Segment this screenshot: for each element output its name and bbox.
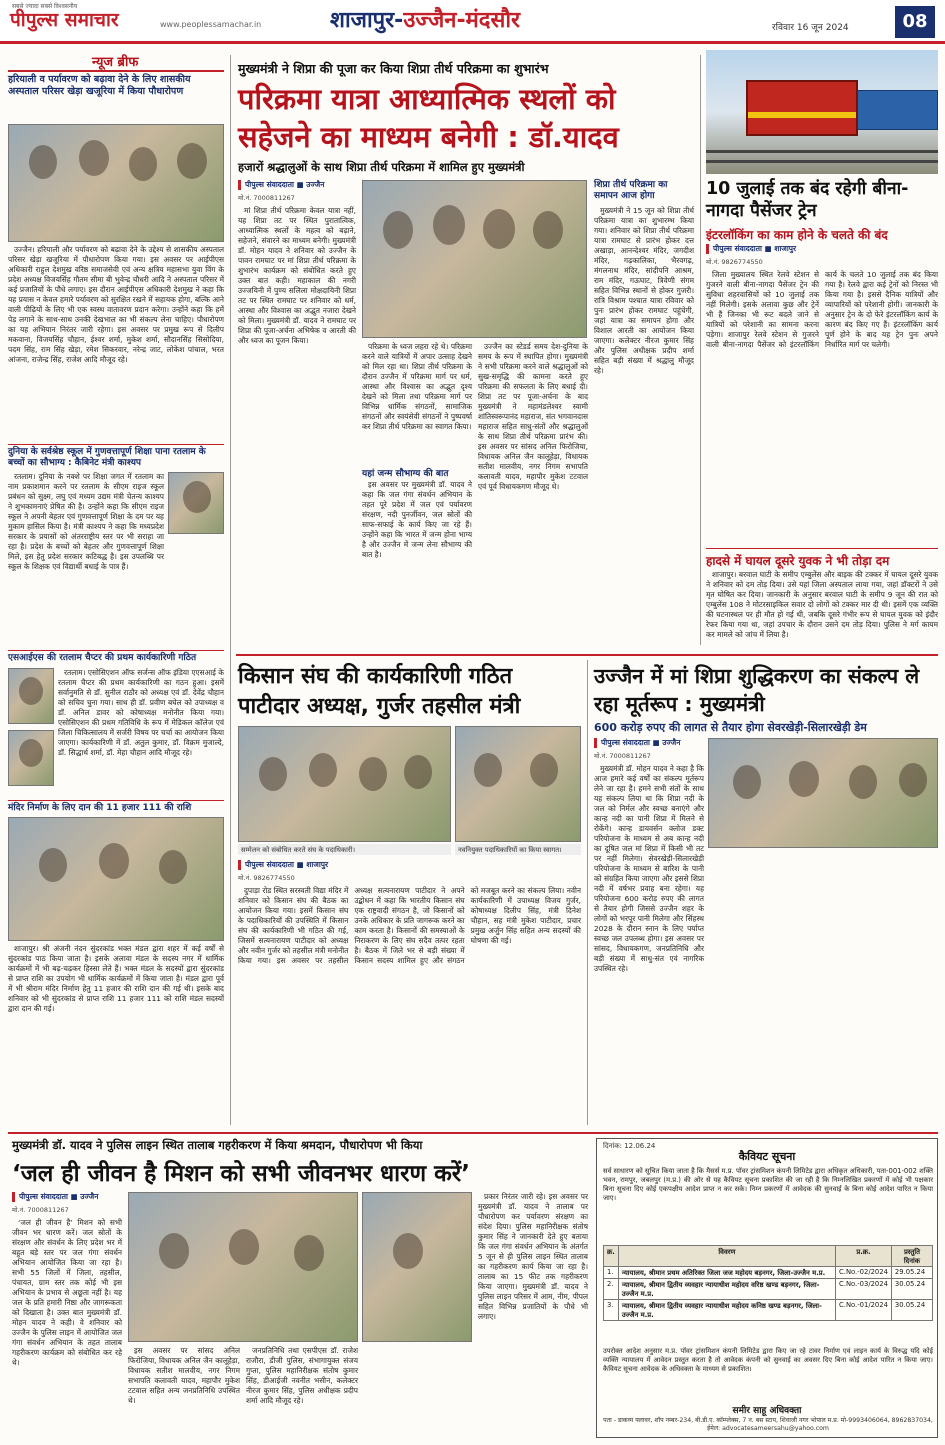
brief-2-text: रतलाम। दुनिया के नक्शे पर शिक्षा जगत में रतलाम का नाम प्रकाशमान करने पर रतलाम के सीएम राइज स्कूल प्रबंधन को सुक्ष्म, लघु एवं मध्यम उद्यम मंत्री चेतन्य काश्यप ने शुभकामनाएं प्रेषित की है। उन्होंने कहा कि सीएम राइज स्कूल ने अपनी बेहतर एवं गुणवत्तापूर्ण शिक्षा के दम पर यह मुकाम हासिल किया है। मंत्री काश्यप ने कहा कि मध्यप्रदेश सरकार के प्रयासों को अंतरराष्ट्रीय स्तर पर भी सराहा जा रहा है। प्रदेश के बच्चों को बेहतर और गुणवत्तापूर्ण शिक्षा मिले, इस हेतु प्रदेश सरकार कटिबद्ध है। इस उपलब्धि पर स्कूल के शिक्षक एवं विद्यार्थी बधाई के पात्र हैं। [8,472,164,571]
table-cell: 30.05.24 [891,1279,932,1300]
shipra-byline: पीपुल्स संवाददाता ■ उज्जैन [594,738,704,748]
notice-footer-text: उपरोक्त आदेश अनुसार म.प्र. पॉवर ट्रांसमिशन कंपनी लिमिटेड द्वारा किए जा रहे टावर निर्माण एवं लाइन कार्य के विरुद्ध यदि कोई व्यक्ति न्यायालय में आवेदन प्रस्तुत करता है तो आवेदक कंपनी को सुनवाई का अवसर दिए बिना कोई आदेश पारित न किया जाए। कैवियट सूचना आवेदक के अधिवक्ता के माध्यम से प्रकाशित। [603,1347,933,1373]
column-divider [587,660,588,1125]
brief-3-body [58,668,224,798]
table-cell: C.No.-01/2024 [836,1300,892,1321]
jal-col-2 [128,1346,240,1438]
table-row [604,1279,933,1300]
column-divider [230,55,231,1125]
brief-4-body [8,944,224,1034]
jal-kicker: मुख्यमंत्री डॉ. यादव ने पुलिस लाइन स्थित तालाब गहरीकरण में किया श्रमदान, पौधारोपण भी किया [12,1138,423,1152]
lead-col-2-subhead: यहां जन्म सौभाग्य की बात [362,469,449,479]
news-brief-label: न्यूज ब्रीफ [92,55,139,70]
table-cell: 29.05.24 [891,1267,932,1279]
brief-rule [8,800,224,801]
notice-intro: सर्व साधारण को सूचित किया जाता है कि मैसर्स म.प्र. पॉवर ट्रांसमिशन कंपनी लिमिटेड द्वारा अधिकृत अधिकारी, पता-001-002 शक्ति भवन, रामपुर, जबलपुर (म.प्र.) की ओर से यह कैवियट सूचना प्रकाशित की जा रही है कि निम्नलिखित प्रकरणों में कोई भी पक्षकार बिना सूचना दिए कोई एकपक्षीय आदेश प्राप्त न कर सके। निम्न प्रकरणों में आवेदक की सुनवाई के बिना कोई आदेश पारित न किया जाए। [603,1167,933,1202]
brief-rule [8,650,224,651]
notice-address: पता - डाकव्य फ्लावर, शॉप नम्बर-234, बी.डी.ए. कॉम्प्लेक्स, 7 न. बस स्टाप, शिवाजी नगर भोपाल म.प्र. मो-9993406064, 8962837034, ईमेल: advocatesameersahu@yahoo.com [603,1417,933,1432]
shipra-headline: उज्जैन में मां शिप्रा शुद्धिकरण का संकल्प ले रहा मूर्तरूप : मुख्यमंत्री [594,664,920,716]
accident-headline: हादसे में घायल दूसरे युवक ने भी तोड़ा दम [706,554,890,568]
kisan-photo-1-caption: सम्मेलन को संबोधित करते संघ के पदाधिकारी। [238,844,451,855]
accident-text: शाजापुर। बरवाल घाटी के समीप एम्बुलेंस और बाइक की टक्कर में घायल दूसरे युवक ने शनिवार को दम तोड़ दिया। उसे यहां जिला अस्पताल लाया गया, जहां डॉक्टरों ने उसे मृत घोषित कर दिया। जानकारी के अनुसार बरवाल घाटी के समीप 9 जून की रात को एम्बुलेंस 108 ने मोटरसाइकिल सवार दो लोगों को टक्कर मार दी थी। इसमें एक व्यक्ति की घटनास्थल पर ही मौत हो गई थी, जबकि दूसरे गंभीर रूप से घायल युवक को इंदौर रेफर किया गया था, जहां उपचार के दौरान उसने दम तोड़ दिया। पुलिस ने मर्ग कायम कर मामले को जांच में लिया है। [706,570,938,639]
brief-4-photo [8,817,224,941]
kisan-byline: पीपुल्स संवाददाता ■ शाजापुर [238,860,348,870]
jal-mobile: मो.नं. 7000811267 [12,1206,69,1214]
column-divider [700,55,701,645]
jal-col-1 [12,1218,122,1438]
notice-table [603,1245,933,1321]
notice-advocate: समीर साहू अधिवक्ता [732,1406,802,1416]
shipra-body-a [594,764,704,1126]
section-rule [706,548,938,549]
shipra-photo [708,738,938,848]
jal-col-4 [478,1192,588,1438]
brief-rule [8,444,224,445]
lead-col-3 [478,342,588,646]
jal-col-3 [246,1346,358,1438]
table-cell: न्यायालय, श्रीमान द्वितीय व्यवहार न्यायाधीश महोदय वरिष्ठ खण्ड बड़नगर, जिला-उज्जैन म.प्र. [618,1279,835,1300]
brief-1-text: उज्जैन। हरियाली और पर्यावरण को बढ़ावा देने के उद्देश्य से शासकीय अस्पताल परिसर खेड़ा खजूरिया में पौधारोपण किया गया। इस अवसर पर आईपीएस अधिकारी राहुल देशमुख वरिष्ठ समाजसेवी एवं अन्य क्षत्रिय महासभा युवा विंग के प्रदेश अध्यक्ष विजयसिंह गौतम सीमा बी भुवेन्द्र चौधरी आदि ने अस्पताल परिसर में कई प्रजातियों के पौधे लगाए। इस दौरान आईपीएस अधिकारी देशमुख ने कहा कि यह प्रयास न केवल हमारे पर्यावरण को सुरक्षित रखने में सहायक होगा, बल्कि आने वाली पीढ़ियों के लिए भी एक स्वस्थ वातावरण प्रदान करेगा। उन्होंने कहा कि हमें पेड़ लगाने के साथ-साथ उनकी देखभाल का भी संकल्प लेना चाहिए। पौधारोपण का यह अभियान निरंतर जारी रहेगा। इस अवसर पर प्रमुख रूप से दिलीप मकवाना, विजयसिंह चौहान, ईश्वर शर्मा, मुकेश शर्मा, सौदानसिंह सिसोदिया, पदम सिंह, राम सिंह खेड़ा, रमेश सिकरवार, नरेन्द्र जाट, लोकेश पांचाल, भरत आंजना, राजेन्द्र सिंह, राजेश आदि मौजूद रहे। [8,245,224,364]
kisan-photo-2 [455,726,581,842]
lead-byline: पीपुल्स संवाददाता ■ उज्जैन [238,180,356,190]
page-number: 08 [895,6,935,38]
lead-col-1-text: मां शिप्रा तीर्थ परिक्रमा केवल यात्रा नहीं, यह शिप्रा तट पर स्थित पुरातात्विक, आध्यात्मिक स्थलों के महत्व को बढ़ाने, सहेजने, संवारने का माध्यम बनेगी। मुख्यमंत्री डॉ. मोहन यादव ने शनिवार को उज्जैन के पावन रामघाट पर मां शिप्रा तीर्थ परिक्रमा के शुभारंभ कार्यक्रम को संबोधित करते हुए उक्त बात कही। महाकाल की नगरी उज्जयिनी में पुण्य सलिला मोक्षदायिनी शिप्रा तट पर स्थित रामघाट पर शनिवार को धर्म, आस्था और विश्वास का अद्भुत नजारा देखने को मिला। मुख्यमंत्री डॉ. यादव ने रामघाट पर शिप्रा की पूजा-अर्चना अभिषेक व आरती की और ध्वज का पूजन किया। [238,206,356,345]
brand-logo: पीपुल्स समाचार [10,9,119,31]
shipra-mobile: मो.नं. 7000811267 [594,752,651,760]
lead-col-2b [362,480,472,646]
table-cell: 2. [604,1279,619,1300]
train-text: जिला मुख्यालय स्थित रेलवे स्टेशन से गुजरने वाली बीना-नागदा पैसेंजर ट्रेन की सुविधा शहरवासियों को 10 जुलाई तक नहीं मिलेगी। इसके अलावा कुछ और ट्रेनें भी हैं जिनका भी रूट बदले जाने से यात्रियों को परेशानी का सामना करना पड़ेगा। शाजापुर रेलवे स्टेशन से गुजरने वाली बीना-नागदा पैसेंजर को इंटरलॉकिंग कार्य के चलते 10 जुलाई तक बंद किया गया है। रेलवे द्वारा कई ट्रेनों को निरस्त भी किया गया है। इससे दैनिक यात्रियों और व्यापारियों को परेशानी होगी। जानकारी के अनुसार ट्रेन के दो फेरे इंटरलॉकिंग कार्य के कारण बंद किए गए हैं। इंटरलॉकिंग कार्य पूर्ण होने के बाद यह ट्रेन पुनः अपने निर्धारित मार्ग पर चलेगी। [706,270,938,349]
jal-col-4-text: प्रकार निरंतर जारी रहे। इस अवसर पर मुख्यमंत्री डॉ. यादव ने तालाब पर पौधारोपण कर पर्यावरण संरक्षण का संदेश दिया। पुलिस महानिरीक्षक संतोष कुमार सिंह ने जानकारी देते हुए बताया कि जल गंगा संवर्धन अभियान के अंतर्गत 5 जून से ही पुलिस लाइन स्थित तालाब का गहरीकरण कार्य किया जा रहा है। तालाब का 15 फीट तक गहरीकरण किया जाएगा। मुख्यमंत्री डॉ. यादव ने पुलिस लाइन परिसर में आम, नीम, पीपल सहित विभिन्न प्रजातियों के पौधे भी लगाए। [478,1192,588,1321]
jal-photo-2 [362,1192,472,1342]
brief-1-photo [8,124,224,242]
notice-col-sr: क्र. [604,1246,619,1267]
doctor-photo-2 [8,730,54,786]
train-byline: पीपुल्स संवाददाता ■ शाजापुर [706,244,816,254]
train-headline: 10 जुलाई तक बंद रहेगी बीना-नागदा पैसेंजर ट्रेन [706,179,909,221]
caveat-notice [596,1138,938,1438]
kisan-body [238,886,581,1126]
kisan-headline: किसान संघ की कार्यकारिणी गठित पाटीदार अध्यक्ष, गुर्जर तहसील मंत्री [238,664,521,719]
kisan-photo-1 [238,726,451,842]
train-mobile: मो.नं. 9826774550 [706,258,763,266]
train-body [706,270,938,544]
shipra-subhead: 600 करोड़ रुपए की लागत से तैयार होगा सेवरखेड़ी-सिलारखेड़ी डेम [594,721,867,734]
notice-col-detail: विवरण [618,1246,835,1267]
kisan-text: दुपाड़ा रोड स्थित सरस्वती विद्या मंदिर में शनिवार को किसान संघ की बैठक का आयोजन किया गया। इसमें किसान संघ के पदाधिकारियों की उपस्थिति में किसान संघ की कार्यकारिणी भी गठित की गई, जिसमें सत्यनारायण पाटीदार को अध्यक्ष और नवीन गुर्जर को तहसील मंत्री मनोनीत किया गया। इस अवसर पर तहसील अध्यक्ष सत्यनारायण पाटीदार ने अपने उद्बोधन में कहा कि भारतीय किसान संघ एक राष्ट्रवादी संगठन है, जो किसानों को उनके अधिकार के प्रति जागरूक करने का काम करता है। किसानों की समस्याओं के निराकरण के लिए संघ सदैव तत्पर रहता है। बैठक में जिले भर से बड़ी संख्या में किसान सदस्य शामिल हुए और संगठन को मजबूत करने का संकल्प लिया। नवीन कार्यकारिणी में उपाध्यक्ष विजय गुर्जर, कोषाध्यक्ष दिलीप सिंह, मंत्री दिनेश चौहान, सह मंत्री मुकेश पाटीदार, प्रचार प्रमुख अर्जुन सिंह सहित अन्य सदस्यों की घोषणा की गई। [238,886,581,965]
jal-headline: ‘जल ही जीवन है मिशन को सभी जीवनभर धारण करें’ [12,1161,470,1187]
table-cell: न्यायालय, श्रीमान द्वितीय व्यवहार न्यायाधीश महोदय कनिष्ठ खण्ड बड़नगर, जिला-उज्जैन म.प्र. [618,1300,835,1321]
notice-col-case: प्र.क्र. [836,1246,892,1267]
page-region-title [330,4,520,34]
lead-kicker: मुख्यमंत्री ने शिप्रा की पूजा कर किया शिप्रा तीर्थ परिक्रमा का शुभारंभ [238,61,549,76]
notice-date: दिनांक: 12.06.24 [603,1142,656,1150]
brand-tagline: सबसे ज्यादा सबसे विश्वसनीय [12,3,78,10]
lead-col-1 [238,206,356,646]
table-cell: C.No.-02/2024 [836,1267,892,1279]
kisan-mobile: मो.नं. 9826774550 [238,874,295,882]
lead-photo [362,180,587,338]
table-cell: 30.05.24 [891,1300,932,1321]
brief-2-body-a [8,472,164,571]
site-url: www.peoplessamachar.in [160,20,262,29]
jal-photo-1 [128,1192,358,1342]
accident-body [706,570,938,646]
table-cell: 1. [604,1267,619,1279]
jal-col-3-text: जनप्रतिनिधि तथा एसपीएस डॉ. राजेश राजौरा, डीजी पुलिस, संभागायुक्त संजय गुप्ता, पुलिस महानिरीक्षक संतोष कुमार सिंह, डीआईजी नवनीत भसीन, कलेक्टर नीरज कुमार सिंह, पुलिस अधीक्षक प्रदीप शर्मा आदि मौजूद रहे। [246,1346,358,1405]
table-cell: न्यायालय, श्रीमान प्रथम अतिरिक्त जिला जज महोदय बड़नगर, जिला-उज्जैन म.प्र. [618,1267,835,1279]
lead-mobile: मो.नं. 7000811267 [238,194,295,202]
brief-3-headline: एसआईएस की रतलाम चैप्टर की प्रथम कार्यकारिणी गठित [8,653,197,663]
table-cell: 3. [604,1300,619,1321]
lead-col-2-text: परिक्रमा के ध्वज लहरा रहे थे। परिक्रमा करने वाले यात्रियों में अपार उत्साह देखने को मिल रहा था। शिप्रा तीर्थ परिक्रमा के दौरान उज्जैन में परिक्रमा मार्ग पर धर्म, आस्था और विश्वास का अद्भुत दृश्य देखने को मिला तथा परिक्रमा मार्ग पर विभिन्न धार्मिक संगठनों, सामाजिक संगठनों और स्वयंसेवी संगठनों ने पुष्पवर्षा कर शिप्रा तीर्थ परिक्रमा का स्वागत किया। [362,342,472,431]
lead-side-headline: शिप्रा तीर्थ परिक्रमा का समापन आज होगा [594,180,668,201]
lead-subhead: हजारों श्रद्धालुओं के साथ शिप्रा तीर्थ परिक्रमा में शामिल हुए मुख्यमंत्री [238,160,525,174]
brief-3-text: रतलाम। एसोसिएशन ऑफ सर्जन्स ऑफ इंडिया एएसआई के रतलाम चैप्टर की प्रथम कार्यकारिणी का गठन हुआ। इसमें सर्वानुमति से डॉ. सुनील राठौर को अध्यक्ष एवं डॉ. देवेंद्र चौहान को सचिव चुना गया। साथ ही डॉ. प्रवीण बघेल को उपाध्यक्ष व डॉ. अनिल डावर को कोषाध्यक्ष मनोनीत किया गया। एसोसिएशन की प्रथम गतिविधि के रूप में मेडिकल कॉलेज एवं जिला चिकित्सालय में सर्जरी विषय पर चर्चा का आयोजन किया जाएगा। कार्यकारिणी में डॉ. अतुल कुमार, डॉ. विक्रम मुजाल्दे, डॉ. सिद्धार्थ शर्मा, डॉ. मेहा चौहान आदि मौजूद रहे। [58,668,224,757]
section-rule [236,654,938,656]
lead-col-3-text: उज्जैन का स्टेडर्ड समय देश-दुनिया के समय के रूप में स्थापित होगा। मुख्यमंत्री ने सभी परिक्रमा करने वाले श्रद्धालुओं को सुख-समृद्धि की कामना करते हुए परिक्रमा की सफलता के लिए बधाई दी। शिप्रा तट पर पूजा-अर्चना के बाद मुख्यमंत्री ने महामंडलेश्वर स्वामी शांतिस्वरूपानंद महाराज, संत भगवानदास महाराज सहित साधु-संतों और श्रद्धालुओं के साथ शिप्रा तीर्थ परिक्रमा प्रारंभ की। इस अवसर पर सांसद अनिल फिरोजिया, विधायक अनिल जैन कालूहेड़ा, विधायक सतीश मालवीय, नगर निगम सभापति कलावती यादव, महापौर मुकेश टटवाल एवं पूर्व विधायकगण मौजूद थे। [478,342,588,491]
notice-title: कैवियट सूचना [738,1150,796,1163]
jal-col-1-text: ‘जल ही जीवन है’ मिशन को सभी जीवन भर धारण करें। जल स्रोतों के संरक्षण और संवर्धन के लिए प्रदेश भर में बहुत बड़े स्तर पर जल गंगा संवर्धन अभियान आयोजित किया जा रहा है। सभी 55 जिलों में जिला, तहसील, पंचायत, ग्राम स्तर तक कोई भी इस अभियान के प्रभाव से अछूता नहीं है। यह जल के प्रति हमारी निष्ठा और जागरूकता को दिखाता है। उक्त बात मुख्यमंत्री डॉ. मोहन यादव ने कही। वे शनिवार को उज्जैन के पुलिस लाइन में आयोजित जल गंगा संवर्धन अभियान के तहत तालाब गहरीकरण कार्यक्रम को संबोधित कर रहे थे। [12,1218,122,1367]
brief-1-headline: हरियाली व पर्यावरण को बढ़ावा देने के लिए शासकीय अस्पताल परिसर खेड़ा खजूरिया में किया पौधारोपण [8,74,191,97]
brief-rule [8,70,224,72]
brief-4-headline: मंदिर निर्माण के लिए दान की 11 हजार 111 की राशि [8,803,192,813]
lead-side-body [594,206,694,646]
lead-side-text: मुख्यमंत्री ने 15 जून को शिप्रा तीर्थ परिक्रमा यात्रा का शुभारम्भ किया गया। शनिवार को शिप्रा तीर्थ परिक्रमा यात्रा रामघाट से प्रारंभ होकर दत्त अखाड़ा, आनन्देश्वर मंदिर, जगदीश मंदिर, गढ़कालिका, भैरवगढ़, मंगलनाथ मंदिर, सांदीपनि आश्रम, राम मंदिर, गऊघाट, त्रिवेणी संगम सहित विभिन्न स्थानों से होकर गुजरी। रात्रि विश्राम पश्चात यात्रा रविवार को पुनः प्रारंभ होकर रामघाट पहुंचेगी, जहां यात्रा का समापन होगा और विशाल आरती का आयोजन किया जाएगा। कलेक्टर नीरज कुमार सिंह और पुलिस अधीक्षक प्रदीप शर्मा सहित बड़ी संख्या में श्रद्धालु मौजूद रहे। [594,206,694,375]
brief-4-text: शाजापुर। श्री अंजनी नंदन सुंदरकांड भक्त मंडल द्वारा शहर में कई वर्षों से सुंदरकांड पाठ किया जाता है। इसके अलावा मंडल के सदस्य नगर में धार्मिक कार्यक्रमों में भी बढ़-चढ़कर हिस्सा लेते हैं। भक्त मंडल के सदस्यों द्वारा सुंदरकांड से प्राप्त राशि का उपयोग भी धार्मिक कार्यक्रमों में किया जाता है। मंडल द्वारा पूर्व में भी श्रीराम मंदिर निर्माण हेतु 11 हजार की राशि दान की गई थी। इसके बाद शनिवार को भी सुंदरकांड से प्राप्त राशि 11 हजार 111 को राशि मंडल सदस्यों द्वारा दान की गई। [8,944,224,1013]
train-subhead: इंटरलॉकिंग का काम होने के चलते की बंद [706,228,888,242]
notice-table-wrap [603,1245,933,1321]
brief-1-body [8,245,224,441]
region-rest: उज्जैन-मंदसौर [403,8,521,33]
notice-col-date: प्रस्तुति दिनांक [891,1246,932,1267]
shipra-text: मुख्यमंत्री डॉ. मोहन यादव ने कहा है कि आज हमारे कई वर्षों का संकल्प मूर्तरूप लेने जा रहा है। हमने सभी संतों के साथ यह संकल्प लिया था कि शिप्रा नदी के जल को निर्मल और स्वच्छ बनाएंगे और कान्ह नदी का पानी शिप्रा में मिलने से रोकेंगे। कान्ह डायवर्सन क्लोज डक्ट परियोजना के माध्यम से अब कान्ह नदी का दूषित जल मां शिप्रा में किसी भी तट पर नहीं मिलेगा। सेवरखेड़ी-सिलारखेड़ी परियोजना के माध्यम से बारिश के पानी को संग्रहित किया जाएगा और इससे शिप्रा नदी में वर्षभर प्रवाह बना रहेगा। यह परियोजना 600 करोड़ रुपए की लागत से तैयार होगी जिससे उज्जैन शहर के लोगों को भरपूर पानी मिलेगा और सिंहस्थ 2028 के दौरान स्नान के लिए पर्याप्त स्वच्छ जल उपलब्ध होगा। इस अवसर पर सांसद, विधायकगण, जनप्रतिनिधि और बड़ी संख्या में साधु-संत एवं नागरिक उपस्थित रहे। [594,764,704,973]
lead-col-2b-text: इस अवसर पर मुख्यमंत्री डॉ. यादव ने कहा कि जल गंगा संवर्धन अभियान के तहत पूरे प्रदेश में जल एवं पर्यावरण संरक्षण, नदी पुनर्जीवन, जल स्रोतों की साफ-सफाई के कार्य किए जा रहे हैं। उन्होंने कहा कि भारत में जन्म होना भाग्य है और उज्जैन में जन्म लेना सौभाग्य की बात है। [362,480,472,559]
lead-headline: परिक्रमा यात्रा आध्यात्मिक स्थलों को सहेजने का माध्यम बनेगी : डॉ.यादव [238,82,619,154]
doctor-photo-1 [8,668,54,724]
jal-col-2-text: इस अवसर पर सांसद अनिल फिरोजिया, विधायक अनिल जैन कालूहेड़ा, विधायक सतीश मालवीय, नगर निगम सभापति कलावती यादव, महापौर मुकेश टटवाल सहित अन्य जनप्रतिनिधि उपस्थित थे। [128,1346,240,1405]
minister-photo [168,472,224,534]
region-prefix: शाजापुर- [330,8,404,33]
table-row [604,1267,933,1279]
issue-date: रविवार 16 जून 2024 [772,23,849,33]
kisan-photo-2-caption: नवनियुक्त पदाधिकारियों का किया स्वागत। [455,844,581,855]
brief-2-headline: दुनिया के सर्वश्रेष्ठ स्कूल में गुणवत्तापूर्ण शिक्षा पाना रतलाम के बच्चों का सौभाग्य : कैबिनेट मंत्री काश्यप [8,447,206,468]
table-cell: C.No.-03/2024 [836,1279,892,1300]
lead-col-2 [362,342,472,462]
train-photo [706,50,938,174]
section-rule [8,1132,938,1134]
jal-byline: पीपुल्स संवाददाता ■ उज्जैन [12,1192,122,1202]
table-row [604,1300,933,1321]
